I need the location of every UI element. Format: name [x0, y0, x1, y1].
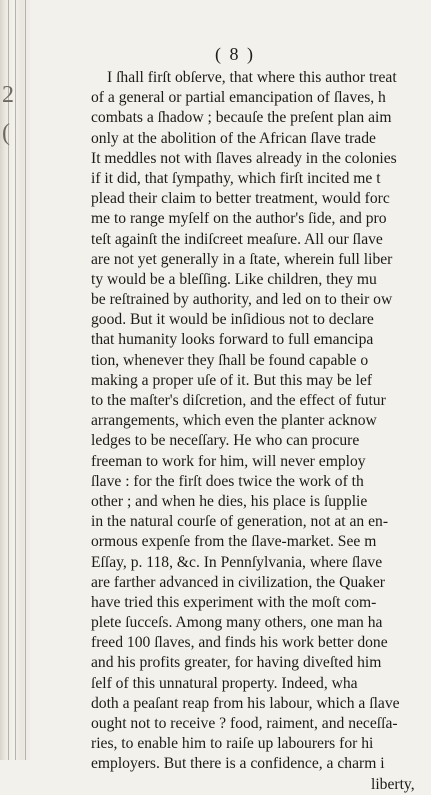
text-line: I ſhall firſt obſerve, that where this author treat [107, 69, 397, 86]
text-line: arrangements, which even the planter acknow [91, 412, 377, 430]
text-line: be reſtrained by authority, and led on to their ow [91, 291, 393, 309]
text-line: are farther advanced in civilization, the Quaker [91, 573, 385, 591]
text-line: It meddles not with ſlaves already in the colonies [91, 149, 397, 167]
text-line: plead their claim to better treatment, would forc [91, 190, 390, 208]
margin-bleed-text: ( [2, 120, 10, 146]
text-line: combats a ſhadow ; becauſe the preſent plan aim [91, 109, 392, 127]
text-line: ſlave : for the firſt does twice the work of th [91, 472, 364, 490]
text-line: ries, to enable him to raiſe up labourers for hi [91, 735, 374, 753]
text-line: to the maſter's diſcretion, and the effect of futur [91, 392, 386, 409]
text-line: ought not to receive ? food, raiment, and neceſſa- [91, 715, 398, 732]
text-line: in the natural courſe of generation, not at an en- [91, 513, 389, 531]
text-line: making a proper uſe of it. But this may be lef [91, 371, 373, 389]
gutter-rule [15, 0, 16, 760]
text-line: other ; and when he dies, his place is ſupplie [91, 492, 368, 510]
gutter-rule [25, 0, 26, 760]
text-line: that humanity looks forward to full emancipa [91, 331, 374, 349]
text-line: teſt againſt the indiſcreet meaſure. All our ſlave [91, 230, 383, 248]
text-line: freeman to work for him, will never employ [91, 452, 366, 470]
text-line: have tried this experiment with the moſt com- [91, 593, 377, 611]
margin-bleed-text: 2 [2, 82, 14, 108]
page-number: ( 8 ) [215, 44, 255, 64]
text-line: Eſſay, p. 118, &c. In Pennſylvania, where ſlave [91, 553, 383, 571]
text-line: and his profits greater, for having diveſted him [91, 654, 382, 672]
page-gutter [0, 0, 32, 760]
text-line: ty would be a bleſſing. Like children, they mu [91, 270, 377, 288]
text-line: freed 100 ſlaves, and finds his work better done [91, 634, 388, 652]
text-line: me to range myſelf on the author's ſide, and pro [91, 210, 387, 228]
text-line: only at the abolition of the African ſlave trade [91, 129, 376, 147]
text-line: ſelf of this unnatural property. Indeed, wha [91, 674, 358, 692]
text-line: doth a peaſant reap from his labour, which a ſlave [91, 694, 400, 712]
text-line: tion, whenever they ſhall be found capable o [91, 351, 369, 369]
text-line: employers. But there is a confidence, a charm i [91, 755, 385, 773]
text-line: ledges to be neceſſary. He who can procure [91, 432, 360, 450]
catchword: liberty, [371, 775, 415, 793]
text-line: plete ſucceſs. Among many others, one man ha [91, 614, 383, 632]
text-line: ormous expenſe from the ſlave-market. See m [91, 533, 377, 551]
gutter-rule [8, 0, 9, 760]
body-text [91, 68, 431, 795]
text-line: good. But it would be inſidious not to declare [91, 311, 374, 329]
text-line: if it did, that ſympathy, which firſt incited me t [91, 169, 381, 187]
text-line: are not yet generally in a ſtate, wherein full liber [91, 250, 393, 268]
text-line: of a general or partial emancipation of ſlaves, h [91, 89, 386, 107]
